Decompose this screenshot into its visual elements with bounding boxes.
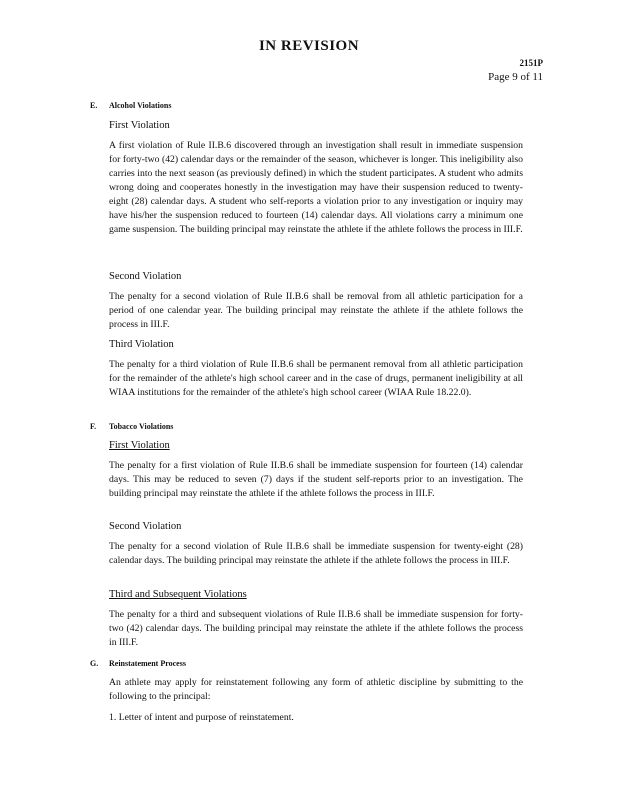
paragraph: The penalty for a second violation of Rule II.B.6 shall be immediate suspension for twenty-eight (28) calendar days. The building principal may reinstate the athlete if the athlete follows the process in III.F. [109, 541, 523, 566]
subheading: Second Violation [109, 271, 182, 282]
paragraph: A first violation of Rule II.B.6 discovered through an investigation shall result in immediate suspension for forty-two (42) calendar days or the remainder of the season, whichever is longer. This ineligibility also carries into the next season (as previously defined) in which the student participates. A student who admits wrong doing and cooperates honestly in the investigation may have their suspension reduced to twenty-eight (28) calendar days. A student who self-reports a violation prior to any investigation or inquiry may have his/her the suspension reduced to fourteen (14) calendar days. All violations carry a minimum one game suspension. The building principal may reinstate the athlete if the athlete follows the process in III.F. [109, 140, 523, 235]
section-e-heading [90, 101, 171, 110]
subheading: Second Violation [109, 521, 182, 532]
section-letter: G. [90, 659, 99, 668]
paragraph: The penalty for a third violation of Rule II.B.6 shall be permanent removal from all athletic participation for the remainder of the athlete's high school career and in the case of drugs, permanent ineligibility at all WIAA institutions for the remainder of the athlete's high school career (WIAA Rule 18.22.0). [109, 359, 523, 398]
subheading: Third Violation [109, 339, 174, 350]
policy-code: 2151P [519, 58, 543, 68]
section-title: Reinstatement Process [109, 659, 186, 668]
document-title: IN REVISION [258, 38, 360, 54]
section-letter: E. [90, 101, 98, 110]
paragraph: An athlete may apply for reinstatement following any form of athletic discipline by submitting to the following to the principal: [109, 677, 523, 702]
subheading: Third and Subsequent Violations [109, 589, 247, 600]
page-number: Page 9 of 11 [488, 71, 543, 83]
subheading: First Violation [109, 440, 170, 451]
section-title: Tobacco Violations [109, 422, 174, 431]
subheading: First Violation [109, 120, 170, 131]
list-item: 1. Letter of intent and purpose of reinstatement. [109, 712, 294, 723]
paragraph: The penalty for a first violation of Rule II.B.6 shall be immediate suspension for fourteen (14) calendar days. This may be reduced to seven (7) days if the student self-reports prior to an investigation. The building principal may reinstate the athlete if the athlete follows the process in III.F. [109, 460, 523, 499]
section-g-heading [90, 659, 186, 668]
paragraph: The penalty for a third and subsequent violations of Rule II.B.6 shall be immediate suspension for forty-two (42) calendar days. The building principal may reinstate the athlete if the athlete follows the process in III.F. [109, 609, 523, 648]
section-f-heading [90, 422, 173, 431]
section-title: Alcohol Violations [109, 101, 172, 110]
paragraph: The penalty for a second violation of Rule II.B.6 shall be removal from all athletic participation for a period of one calendar year. The building principal may reinstate the athlete if the athlete follows the process in III.F. [109, 291, 523, 330]
section-letter: F. [90, 422, 97, 431]
